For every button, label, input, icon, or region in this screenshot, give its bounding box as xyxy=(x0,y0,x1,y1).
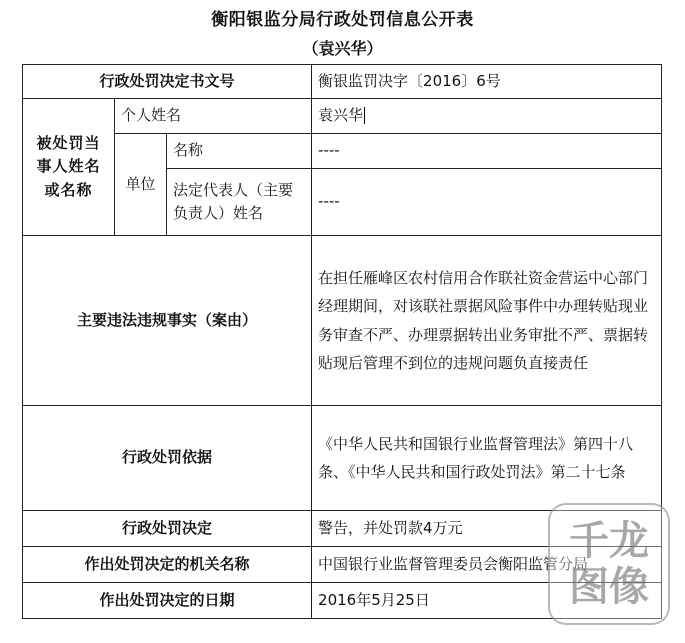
watermark-line-1: 千龙 xyxy=(569,518,649,564)
party-label: 被处罚当事人姓名或名称 xyxy=(23,99,115,236)
legal-rep-value: ---- xyxy=(312,169,662,236)
text-cursor xyxy=(364,107,365,124)
decision-value: 警告，并处罚款4万元 xyxy=(312,511,662,547)
decision-label: 行政处罚决定 xyxy=(23,511,312,547)
date-value: 2016年5月25日 xyxy=(312,583,662,619)
unit-label: 单位 xyxy=(115,134,167,236)
watermark-line-2: 图像 xyxy=(569,564,649,610)
individual-name-row xyxy=(23,99,662,134)
doc-number-label: 行政处罚决定书文号 xyxy=(23,65,312,99)
unit-name-row xyxy=(23,134,662,169)
facts-row xyxy=(23,236,662,406)
individual-name-value-cell xyxy=(312,99,662,134)
doc-number-row xyxy=(23,65,662,99)
unit-name-value: ---- xyxy=(312,134,662,169)
legal-rep-label: 法定代表人（主要负责人）姓名 xyxy=(167,169,312,236)
watermark-logo xyxy=(548,503,670,625)
facts-label: 主要违法违规事实（案由） xyxy=(23,236,312,406)
basis-label: 行政处罚依据 xyxy=(23,406,312,511)
date-label: 作出处罚决定的日期 xyxy=(23,583,312,619)
individual-name-value: 袁兴华 xyxy=(318,106,364,125)
unit-name-label: 名称 xyxy=(167,134,312,169)
document-subtitle: （袁兴华） xyxy=(302,39,383,58)
facts-value: 在担任雁峰区农村信用合作联社资金营运中心部门经理期间，对该联社票据风险事件中办理转贴现业务审查不严、办理票据转出业务审批不严、票据转贴现后管理不到位的违规问题负直接责任 xyxy=(312,236,662,406)
individual-name-label: 个人姓名 xyxy=(115,99,312,134)
basis-value: 《中华人民共和国银行业监督管理法》第四十八条、《中华人民共和国行政处罚法》第二十七条 xyxy=(312,406,662,511)
basis-row xyxy=(23,406,662,511)
authority-label: 作出处罚决定的机关名称 xyxy=(23,547,312,583)
doc-number-value: 衡银监罚决字〔2016〕6号 xyxy=(312,65,662,99)
document-title: 衡阳银监分局行政处罚信息公开表 xyxy=(211,10,474,30)
authority-value: 中国银行业监督管理委员会衡阳监管分局 xyxy=(312,547,662,583)
